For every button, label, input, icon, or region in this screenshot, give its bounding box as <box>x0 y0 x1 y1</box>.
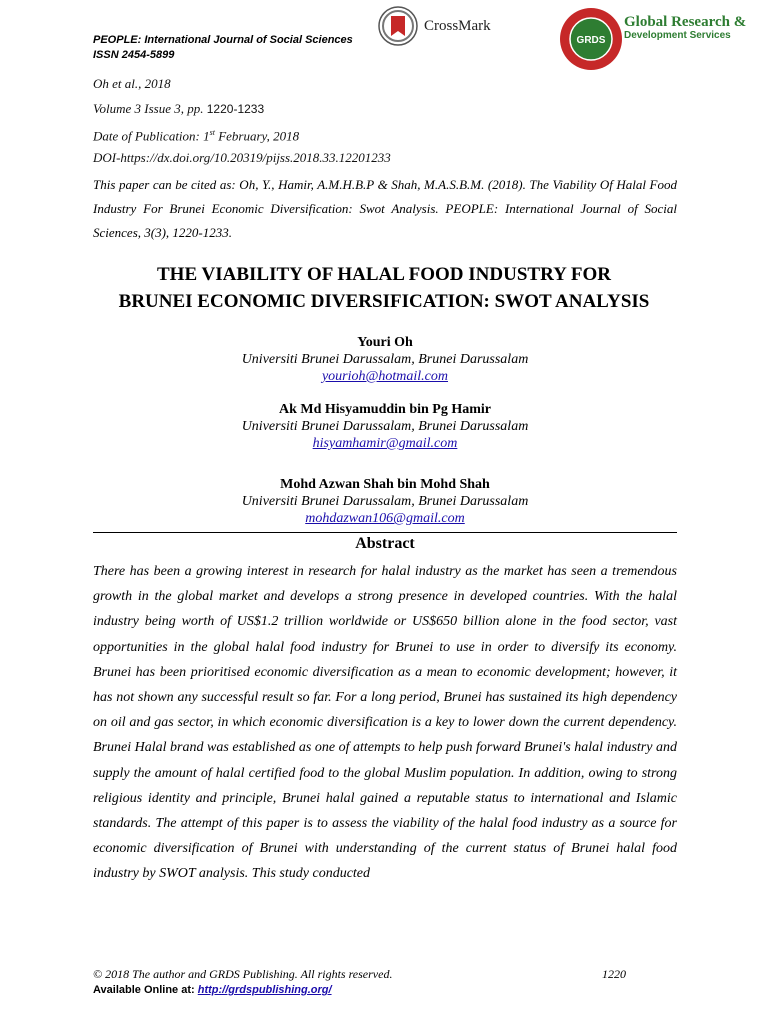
availability-line <box>93 984 332 996</box>
author-email-link[interactable]: yourioh@hotmail.com <box>321 369 449 384</box>
title-line-2: BRUNEI ECONOMIC DIVERSIFICATION: SWOT ANALYSIS <box>118 291 650 312</box>
author-name: Mohd Azwan Shah bin Mohd Shah <box>280 477 490 492</box>
volume-label: Volume 3 Issue 3, pp. <box>93 101 204 116</box>
author-affiliation: Universiti Brunei Darussalam, Brunei Darussalam <box>241 419 529 434</box>
grds-badge-text: GRDS <box>576 35 606 46</box>
abstract-heading: Abstract <box>355 535 415 552</box>
page-number: 1220 <box>602 967 626 981</box>
available-label: Available Online at: <box>93 984 198 996</box>
author-email-link[interactable]: mohdazwan106@gmail.com <box>305 511 465 526</box>
publication-date <box>93 125 299 144</box>
crossmark-icon <box>378 6 418 46</box>
grds-title: Global Research & <box>624 14 747 30</box>
pub-date-label: Date of Publication: 1 <box>93 128 210 144</box>
grds-seal-icon <box>558 6 624 72</box>
citation-short: Oh et al., 2018 <box>93 76 171 91</box>
journal-header <box>93 33 353 63</box>
journal-name: PEOPLE: International Journal of Social Sciences <box>93 34 353 46</box>
doi-line[interactable]: DOI-https://dx.doi.org/10.20319/pijss.2018.33.12201233 <box>93 150 391 165</box>
author-name: Ak Md Hisyamuddin bin Pg Hamir <box>279 402 491 417</box>
abstract-divider <box>93 532 677 533</box>
crossmark-label: CrossMark <box>424 17 491 34</box>
crossmark-badge[interactable] <box>378 6 491 46</box>
author-affiliation: Universiti Brunei Darussalam, Brunei Darussalam <box>241 352 529 367</box>
author-block-2 <box>93 401 677 452</box>
title-line-1: THE VIABILITY OF HALAL FOOD INDUSTRY FOR <box>157 264 611 285</box>
copyright-notice: © 2018 The author and GRDS Publishing. All rights reserved. <box>93 967 393 981</box>
publisher-url-link[interactable]: http://grdspublishing.org/ <box>197 984 332 996</box>
abstract-body: There has been a growing interest in research for halal industry as the market has seen a tremendous growth in the global market and develops a strong presence in developed countries. With the halal industry being worth of US$1.2 trillion worldwide or US$650 billion alone in the food sector, vast opportunities in the global halal food industry for Brunei to use in order to diversify its economy. Brunei has been prioritised economic diversification as a mean to economic development; however, it has not shown any successful result so far. For a long period, Brunei has sustained its high dependency on oil and gas sector, in which economic diversification is a key to lower down the current dependency. Brunei Halal brand was established as one of attempts to help push forward Brunei's halal industry and supply the amount of halal certified food to the global Muslim population. In addition, owing to strong religious identity and principle, Brunei halal gained a reputable status to international and Islamic standards. The attempt of this paper is to assess the viability of the halal food industry as a source for economic diversification of Brunei with understanding of the current status of Brunei halal food industry by SWOT analysis. This study conducted <box>93 564 677 882</box>
author-block-3 <box>93 476 677 527</box>
author-email-link[interactable]: hisyamhamir@gmail.com <box>312 436 458 451</box>
pub-date-sup: st <box>209 128 215 137</box>
page-range: 1220-1233 <box>206 102 265 116</box>
author-block-1 <box>93 334 677 385</box>
author-name: Youri Oh <box>357 335 413 350</box>
paper-title <box>60 261 708 315</box>
journal-issn: ISSN 2454-5899 <box>93 49 175 61</box>
volume-line <box>93 101 264 117</box>
author-affiliation: Universiti Brunei Darussalam, Brunei Darussalam <box>241 494 529 509</box>
pub-date-rest: February, 2018 <box>214 128 300 144</box>
citation-paragraph: This paper can be cited as: Oh, Y., Hamir, A.M.H.B.P & Shah, M.A.S.B.M. (2018). The Viability Of Halal Food Industry For Brunei Economic Diversification: Swot Analysis. PEOPLE: International Journal of Social Sciences, 3(3), 1220-1233. <box>93 177 677 240</box>
grds-subtitle: Development Services <box>624 30 731 41</box>
grds-logo-block <box>558 6 746 72</box>
